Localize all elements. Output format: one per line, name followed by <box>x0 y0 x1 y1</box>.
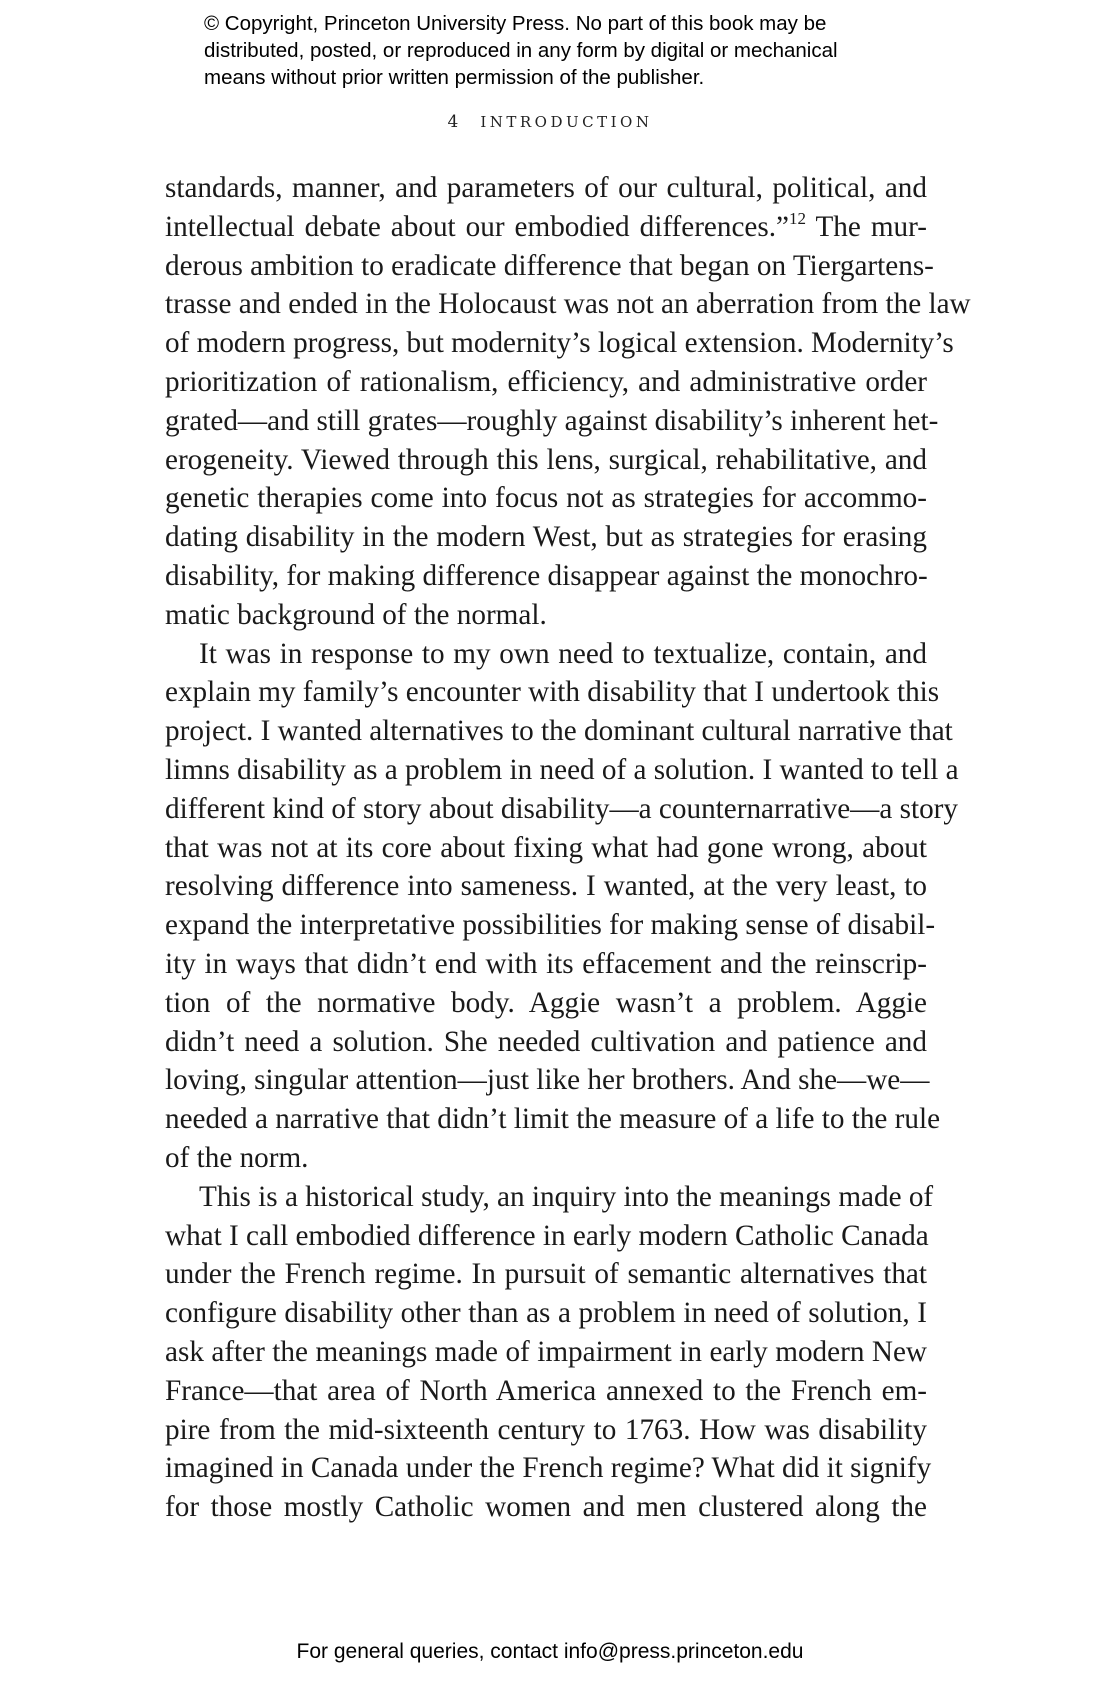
text-line: genetic therapies come into focus not as strategies for accommo- <box>165 482 927 515</box>
text-line: disability, for making difference disappear against the monochro- <box>165 559 928 592</box>
text-line: France—that area of North America annexed to the French em- <box>165 1374 927 1407</box>
text-line: that was not at its core about fixing what had gone wrong, about <box>165 831 927 864</box>
text-line: This is a historical study, an inquiry into the meanings made of <box>199 1180 934 1213</box>
text-line: what I call embodied difference in early modern Catholic Canada <box>165 1219 929 1252</box>
text-line: dating disability in the modern West, but as strategies for erasing <box>165 521 927 554</box>
text-segment: intellectual debate about our embodied differences.” <box>165 210 789 243</box>
text-line: project. I wanted alternatives to the dominant cultural narrative that <box>165 715 953 748</box>
footnote-ref: 12 <box>789 208 806 228</box>
text-line: imagined in Canada under the French regime? What did it signify <box>165 1452 932 1485</box>
text-line: standards, manner, and parameters of our cultural, political, and <box>165 172 927 204</box>
text-line: didn’t need a solution. She needed cultivation and patience and <box>165 1025 927 1058</box>
text-line: It was in response to my own need to textualize, contain, and <box>199 637 927 670</box>
copyright-line: means without prior written permission of the publisher. <box>204 66 705 89</box>
text-line: configure disability other than as a problem in need of solution, I <box>165 1297 927 1330</box>
text-line: derous ambition to eradicate difference that began on Tiergartens- <box>165 249 934 282</box>
text-line: limns disability as a problem in need of a solution. I wanted to tell a <box>165 753 959 786</box>
text-line: erogeneity. Viewed through this lens, surgical, rehabilitative, and <box>165 443 927 476</box>
text-line: ask after the meanings made of impairment in early modern New <box>165 1335 927 1368</box>
text-line: ity in ways that didn’t end with its effacement and the reinscrip- <box>165 947 927 980</box>
section-title: INTRODUCTION <box>480 113 653 131</box>
text-segment: The mur- <box>806 210 927 243</box>
copyright-notice <box>204 10 944 91</box>
text-line: prioritization of rationalism, efficiency, and administrative order <box>165 365 927 398</box>
text-line: of modern progress, but modernity’s logical extension. Modernity’s <box>165 327 954 360</box>
copyright-line: © Copyright, Princeton University Press. No part of this book may be <box>204 12 827 35</box>
copyright-line: distributed, posted, or reproduced in any form by digital or mechanical <box>204 39 838 62</box>
text-line: grated—and still grates—roughly against disability’s inherent het- <box>165 404 939 437</box>
text-line: for those mostly Catholic women and men clustered along the <box>165 1491 927 1524</box>
text-line: explain my family’s encounter with disability that I undertook this <box>165 676 940 709</box>
text-line: of the norm. <box>165 1141 309 1174</box>
text-line <box>165 208 927 247</box>
text-line: loving, singular attention—just like her brothers. And she—we— <box>165 1064 930 1097</box>
text-line: trasse and ended in the Holocaust was not an aberration from the law <box>165 288 971 321</box>
text-line: different kind of story about disability—a counternarrative—a story <box>165 792 958 825</box>
text-line: resolving difference into sameness. I wanted, at the very least, to <box>165 870 927 903</box>
text-line: needed a narrative that didn’t limit the measure of a life to the rule <box>165 1103 941 1136</box>
text-line: tion of the normative body. Aggie wasn’t a problem. Aggie <box>165 986 927 1019</box>
text-line: expand the interpretative possibilities for making sense of disabil- <box>165 909 936 942</box>
footer-contact: For general queries, contact info@press.princeton.edu <box>296 1640 804 1663</box>
text-line: pire from the mid-sixteenth century to 1763. How was disability <box>165 1413 927 1446</box>
body-text <box>165 169 971 1527</box>
text-line: under the French regime. In pursuit of semantic alternatives that <box>165 1258 927 1291</box>
running-head <box>0 112 1100 132</box>
text-line: matic background of the normal. <box>165 598 547 631</box>
page-number: 4 <box>447 112 459 132</box>
